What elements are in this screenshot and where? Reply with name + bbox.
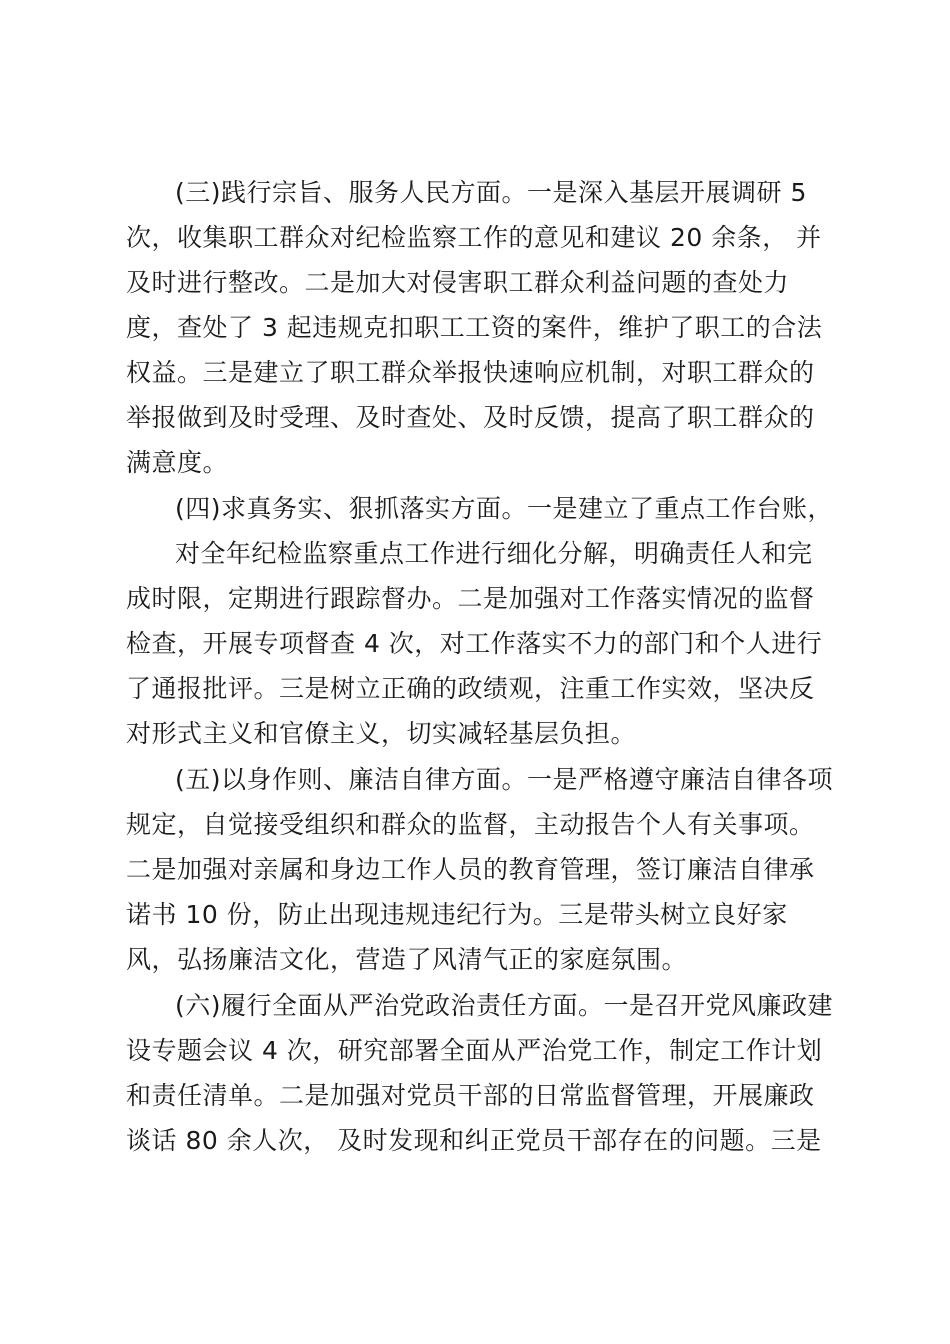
text-line: (五)以身作则、廉洁自律方面。一是严格遵守廉洁自律各项 — [175, 765, 834, 794]
text-line: 满意度。 — [126, 448, 229, 477]
text-line: 度，查处了 3 起违规克扣职工工资的案件，维护了职工的合法 — [126, 313, 823, 342]
text-line: 对全年纪检监察重点工作进行细化分解，明确责任人和完 — [175, 539, 813, 568]
text-line: 检查，开展专项督查 4 次，对工作落实不力的部门和个人进行 — [126, 629, 823, 658]
text-line: 及时进行整改。二是加大对侵害职工群众利益问题的查处力 — [126, 268, 790, 297]
text-line: (四)求真务实、狠抓落实方面。一是建立了重点工作台账， — [175, 494, 834, 523]
text-line: (六)履行全面从严治党政治责任方面。一是召开党风廉政建 — [175, 991, 834, 1020]
text-line: 二是加强对亲属和身边工作人员的教育管理，签订廉洁自律承 — [126, 855, 815, 884]
text-line: 设专题会议 4 次，研究部署全面从严治党工作，制定工作计划 — [126, 1036, 823, 1065]
text-line: (三)践行宗旨、服务人民方面。一是深入基层开展调研 5 — [175, 178, 807, 207]
text-line: 次，收集职工群众对纪检监察工作的意见和建议 20 余条， 并 — [126, 223, 822, 252]
text-line: 谈话 80 余人次， 及时发现和纠正党员干部存在的问题。三是 — [126, 1126, 822, 1155]
text-line: 对形式主义和官僚主义，切实减轻基层负担。 — [126, 719, 637, 748]
text-line: 和责任清单。二是加强对党员干部的日常监督管理，开展廉政 — [126, 1081, 815, 1110]
text-line: 权益。三是建立了职工群众举报快速响应机制，对职工群众的 — [126, 358, 815, 387]
text-line: 规定，自觉接受组织和群众的监督，主动报告个人有关事项。 — [126, 810, 815, 839]
text-line: 诺书 10 份，防止出现违规违纪行为。三是带头树立良好家 — [126, 900, 788, 929]
text-line: 举报做到及时受理、及时查处、及时反馈，提高了职工群众的 — [126, 403, 815, 432]
text-line: 了通报批评。三是树立正确的政绩观，注重工作实效，坚决反 — [126, 674, 815, 703]
text-line: 成时限，定期进行跟踪督办。二是加强对工作落实情况的监督 — [126, 584, 815, 613]
text-line: 风，弘扬廉洁文化，营造了风清气正的家庭氛围。 — [126, 945, 688, 974]
